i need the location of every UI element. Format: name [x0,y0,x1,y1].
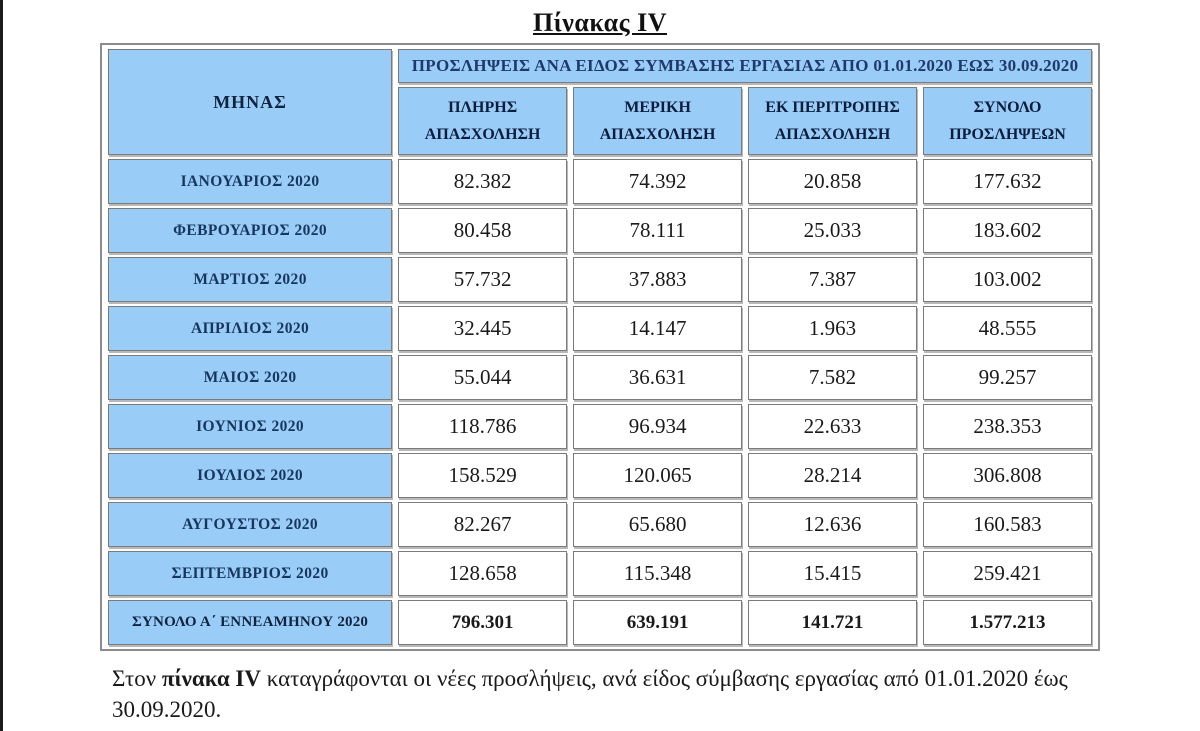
page-title: Πίνακας IV [533,8,667,37]
value-partial-employment: 78.111 [573,208,742,253]
total-row [108,600,1092,645]
value-full-employment: 55.044 [398,355,567,400]
value-partial-employment: 115.348 [573,551,742,596]
value-rotation-employment: 20.858 [748,159,917,204]
value-total-hirings: 160.583 [923,502,1092,547]
value-total-hirings: 306.808 [923,453,1092,498]
month-label: ΙΟΥΛΙΟΣ 2020 [108,453,392,498]
caption-text-prefix: Στον [112,666,162,691]
total-row-label: ΣΥΝΟΛΟ Α΄ ΕΝΝΕΑΜΗΝΟΥ 2020 [108,600,392,645]
total-partial-employment-value: 639.191 [573,600,742,645]
caption-text-bold: πίνακα IV [161,666,261,691]
value-full-employment: 32.445 [398,306,567,351]
value-full-employment: 128.658 [398,551,567,596]
value-partial-employment: 37.883 [573,257,742,302]
table-row [108,551,1092,596]
value-total-hirings: 99.257 [923,355,1092,400]
column-header-line1: ΣΥΝΟΛΟ [973,99,1042,116]
month-label: ΑΠΡΙΛΙΟΣ 2020 [108,306,392,351]
month-label: ΙΟΥΝΙΟΣ 2020 [108,404,392,449]
table-row [108,208,1092,253]
month-label: ΙΑΝΟΥΑΡΙΟΣ 2020 [108,159,392,204]
table-row [108,159,1092,204]
month-label: ΜΑΙΟΣ 2020 [108,355,392,400]
value-full-employment: 80.458 [398,208,567,253]
value-rotation-employment: 22.633 [748,404,917,449]
value-partial-employment: 120.065 [573,453,742,498]
column-header-line2: ΑΠΑΣΧΟΛΗΣΗ [599,126,716,143]
caption-text-rest: καταγράφονται οι νέες προσλήψεις, ανά είδος σύμβασης εργασίας από 01.01.2020 έως 30.09.2020. [112,666,1068,722]
month-column-header: ΜΗΝΑΣ [108,49,392,155]
column-header-partial-employment [573,87,742,155]
value-rotation-employment: 1.963 [748,306,917,351]
table-row [108,355,1092,400]
column-header-total-hirings [923,87,1092,155]
value-full-employment: 82.267 [398,502,567,547]
value-rotation-employment: 7.387 [748,257,917,302]
value-total-hirings: 238.353 [923,404,1092,449]
column-header-line1: ΜΕΡΙΚΗ [624,99,691,116]
value-rotation-employment: 25.033 [748,208,917,253]
value-partial-employment: 96.934 [573,404,742,449]
total-hirings-value: 1.577.213 [923,600,1092,645]
month-label: ΑΥΓΟΥΣΤΟΣ 2020 [108,502,392,547]
month-label: ΜΑΡΤΙΟΣ 2020 [108,257,392,302]
page-left-border-line [0,0,3,731]
value-partial-employment: 74.392 [573,159,742,204]
month-label: ΦΕΒΡΟΥΑΡΙΟΣ 2020 [108,208,392,253]
month-label: ΣΕΠΤΕΜΒΡΙΟΣ 2020 [108,551,392,596]
column-header-line2: ΠΡΟΣΛΗΨΕΩΝ [949,126,1066,143]
column-header-rotation-employment [748,87,917,155]
value-partial-employment: 65.680 [573,502,742,547]
total-rotation-employment-value: 141.721 [748,600,917,645]
value-full-employment: 118.786 [398,404,567,449]
value-total-hirings: 103.002 [923,257,1092,302]
value-total-hirings: 177.632 [923,159,1092,204]
value-full-employment: 82.382 [398,159,567,204]
column-header-line2: ΑΠΑΣΧΟΛΗΣΗ [774,126,891,143]
table-row [108,306,1092,351]
value-full-employment: 57.732 [398,257,567,302]
value-rotation-employment: 15.415 [748,551,917,596]
column-header-line2: ΑΠΑΣΧΟΛΗΣΗ [424,126,541,143]
table-row [108,257,1092,302]
table-row [108,502,1092,547]
table-row [108,404,1092,449]
value-rotation-employment: 28.214 [748,453,917,498]
header-band-row [108,49,1092,83]
value-total-hirings: 259.421 [923,551,1092,596]
value-partial-employment: 14.147 [573,306,742,351]
value-total-hirings: 183.602 [923,208,1092,253]
value-partial-employment: 36.631 [573,355,742,400]
column-header-line1: ΕΚ ΠΕΡΙΤΡΟΠΗΣ [765,99,900,116]
total-full-employment-value: 796.301 [398,600,567,645]
value-total-hirings: 48.555 [923,306,1092,351]
value-full-employment: 158.529 [398,453,567,498]
value-rotation-employment: 7.582 [748,355,917,400]
table-band-header: ΠΡΟΣΛΗΨΕΙΣ ΑΝΑ ΕΙΔΟΣ ΣΥΜΒΑΣΗΣ ΕΡΓΑΣΙΑΣ ΑΠΟ 01.01.2020 ΕΩΣ 30.09.2020 [398,49,1092,83]
column-header-full-employment [398,87,567,155]
value-rotation-employment: 12.636 [748,502,917,547]
hirings-by-contract-type-table [100,43,1100,651]
column-header-line1: ΠΛΗΡΗΣ [448,99,518,116]
table-caption [112,663,1122,725]
table-row [108,453,1092,498]
